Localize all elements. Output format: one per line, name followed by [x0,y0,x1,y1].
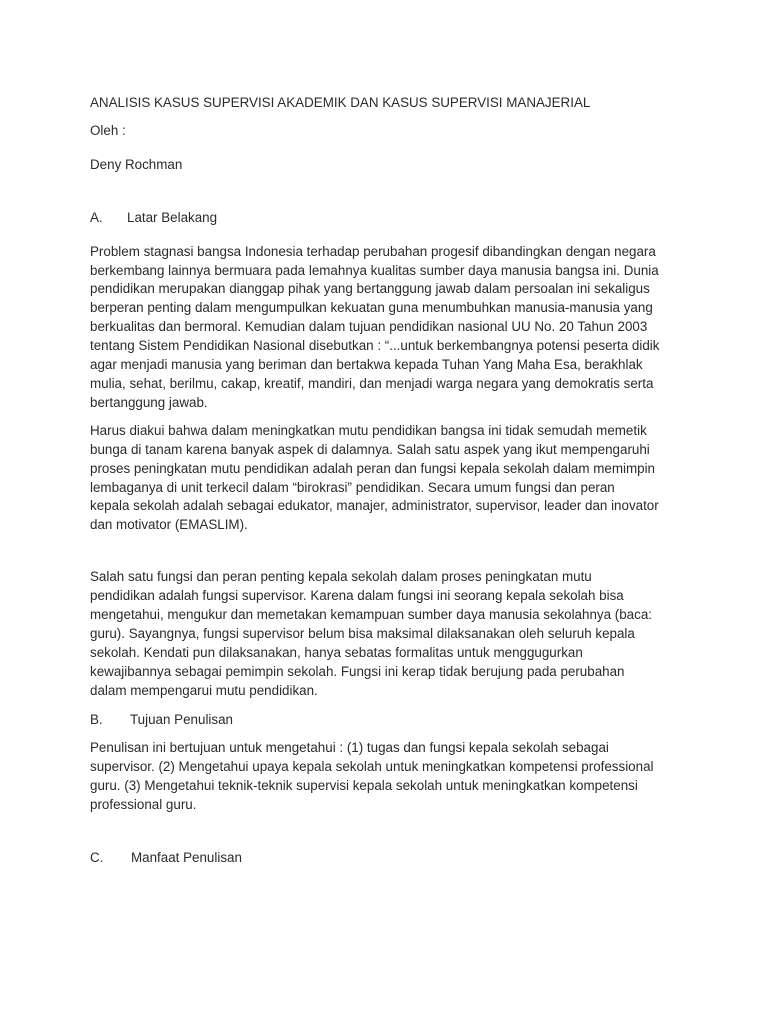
paragraph-line: berperan penting dalam mengumpulkan kekuatan guna menumbuhkan manusia-manusia yang [90,300,653,316]
paragraph-line: dan motivator (EMASLIM). [90,517,248,533]
paragraph-line: agar menjadi manusia yang beriman dan bertakwa kepada Tuhan Yang Maha Esa, berakhlak [90,357,643,373]
by-label: Oleh : [90,122,126,138]
paragraph-line: guru). Sayangnya, fungsi supervisor belum bisa maksimal dilaksanakan oleh seluruh kepala [90,625,635,641]
paragraph-line: dalam mempengarui mutu pendidikan. [90,682,318,698]
paragraph-line: guru. (3) Mengetahui teknik-teknik supervisi kepala sekolah untuk meningkatkan kompetensi [90,778,638,794]
paragraph-line: pendidikan adalah fungsi supervisor. Karena dalam fungsi ini seorang kepala sekolah bisa [90,588,624,604]
section-a-paragraph-1 [90,243,690,413]
paragraph-line: Salah satu fungsi dan peran penting kepala sekolah dalam proses peningkatan mutu [90,569,592,585]
paragraph-line: kepala sekolah adalah sebagai edukator, manajer, administrator, supervisor, leader dan inovator [90,498,659,514]
section-c-title: Manfaat Penulisan [131,850,242,866]
section-a-paragraph-3 [90,568,690,700]
document-title: ANALISIS KASUS SUPERVISI AKADEMIK DAN KASUS SUPERVISI MANAJERIAL [90,95,591,110]
paragraph-line: supervisor. (2) Mengetahui upaya kepala sekolah untuk meningkatkan kompetensi professional [90,759,654,775]
paragraph-line: lembaganya di unit terkecil dalam “birokrasi” pendidikan. Secara umum fungsi dan peran [90,479,615,495]
paragraph-line: Penulisan ini bertujuan untuk mengetahui : (1) tugas dan fungsi kepala sekolah sebagai [90,740,609,756]
section-a-number: A. [90,209,103,225]
paragraph-line: bertanggung jawab. [90,394,208,410]
paragraph-line: Harus diakui bahwa dalam meningkatkan mutu pendidikan bangsa ini tidak semudah memetik [90,422,647,438]
section-b-title: Tujuan Penulisan [130,711,233,727]
paragraph-line: berkembang lainnya bermuara pada lemahnya kualitas sumber daya manusia bangsa ini. Dunia [90,262,659,278]
paragraph-line: sekolah. Kendati pun dilaksanakan, hanya sebatas formalitas untuk menggugurkan [90,644,583,660]
section-a-paragraph-2 [90,422,690,535]
section-c-number: C. [90,850,104,866]
document-body [90,94,690,868]
section-c-heading [90,849,690,868]
paragraph-line: mengetahui, mengukur dan memetakan kemampuan sumber daya manusia sekolahnya (baca: [90,607,652,623]
paragraph-line: Problem stagnasi bangsa Indonesia terhadap perubahan progesif dibandingkan dengan negara [90,243,656,259]
section-b-number: B. [90,711,103,727]
paragraph-line: berkualitas dan bermoral. Kemudian dalam tujuan pendidikan nasional UU No. 20 Tahun 2003 [90,319,648,335]
author-name: Deny Rochman [90,156,183,172]
section-b-paragraph-1 [90,739,690,815]
paragraph-line: bunga di tanam karena banyak aspek di dalamnya. Salah satu aspek yang ikut mempengaruhi [90,441,650,457]
paragraph-line: kewajibannya sebagai pemimpin sekolah. Fungsi ini kerap tidak berujung pada perubahan [90,663,625,679]
paragraph-line: professional guru. [90,797,197,813]
section-b-heading [90,711,690,730]
paragraph-line: pendidikan merupakan dianggap pihak yang bertanggung jawab dalam persoalan ini sekaligus [90,281,650,297]
paragraph-line: tentang Sistem Pendidikan Nasional disebutkan : “...untuk berkembangnya potensi peserta didik [90,338,660,354]
section-a-title: Latar Belakang [127,209,218,225]
paragraph-line: mulia, sehat, berilmu, cakap, kreatif, mandiri, dan menjadi warga negara yang demokratis serta [90,375,654,391]
section-a-heading [90,209,690,228]
paragraph-line: proses peningkatan mutu pendidikan adalah peran dan fungsi kepala sekolah dalam memimpin [90,460,656,476]
